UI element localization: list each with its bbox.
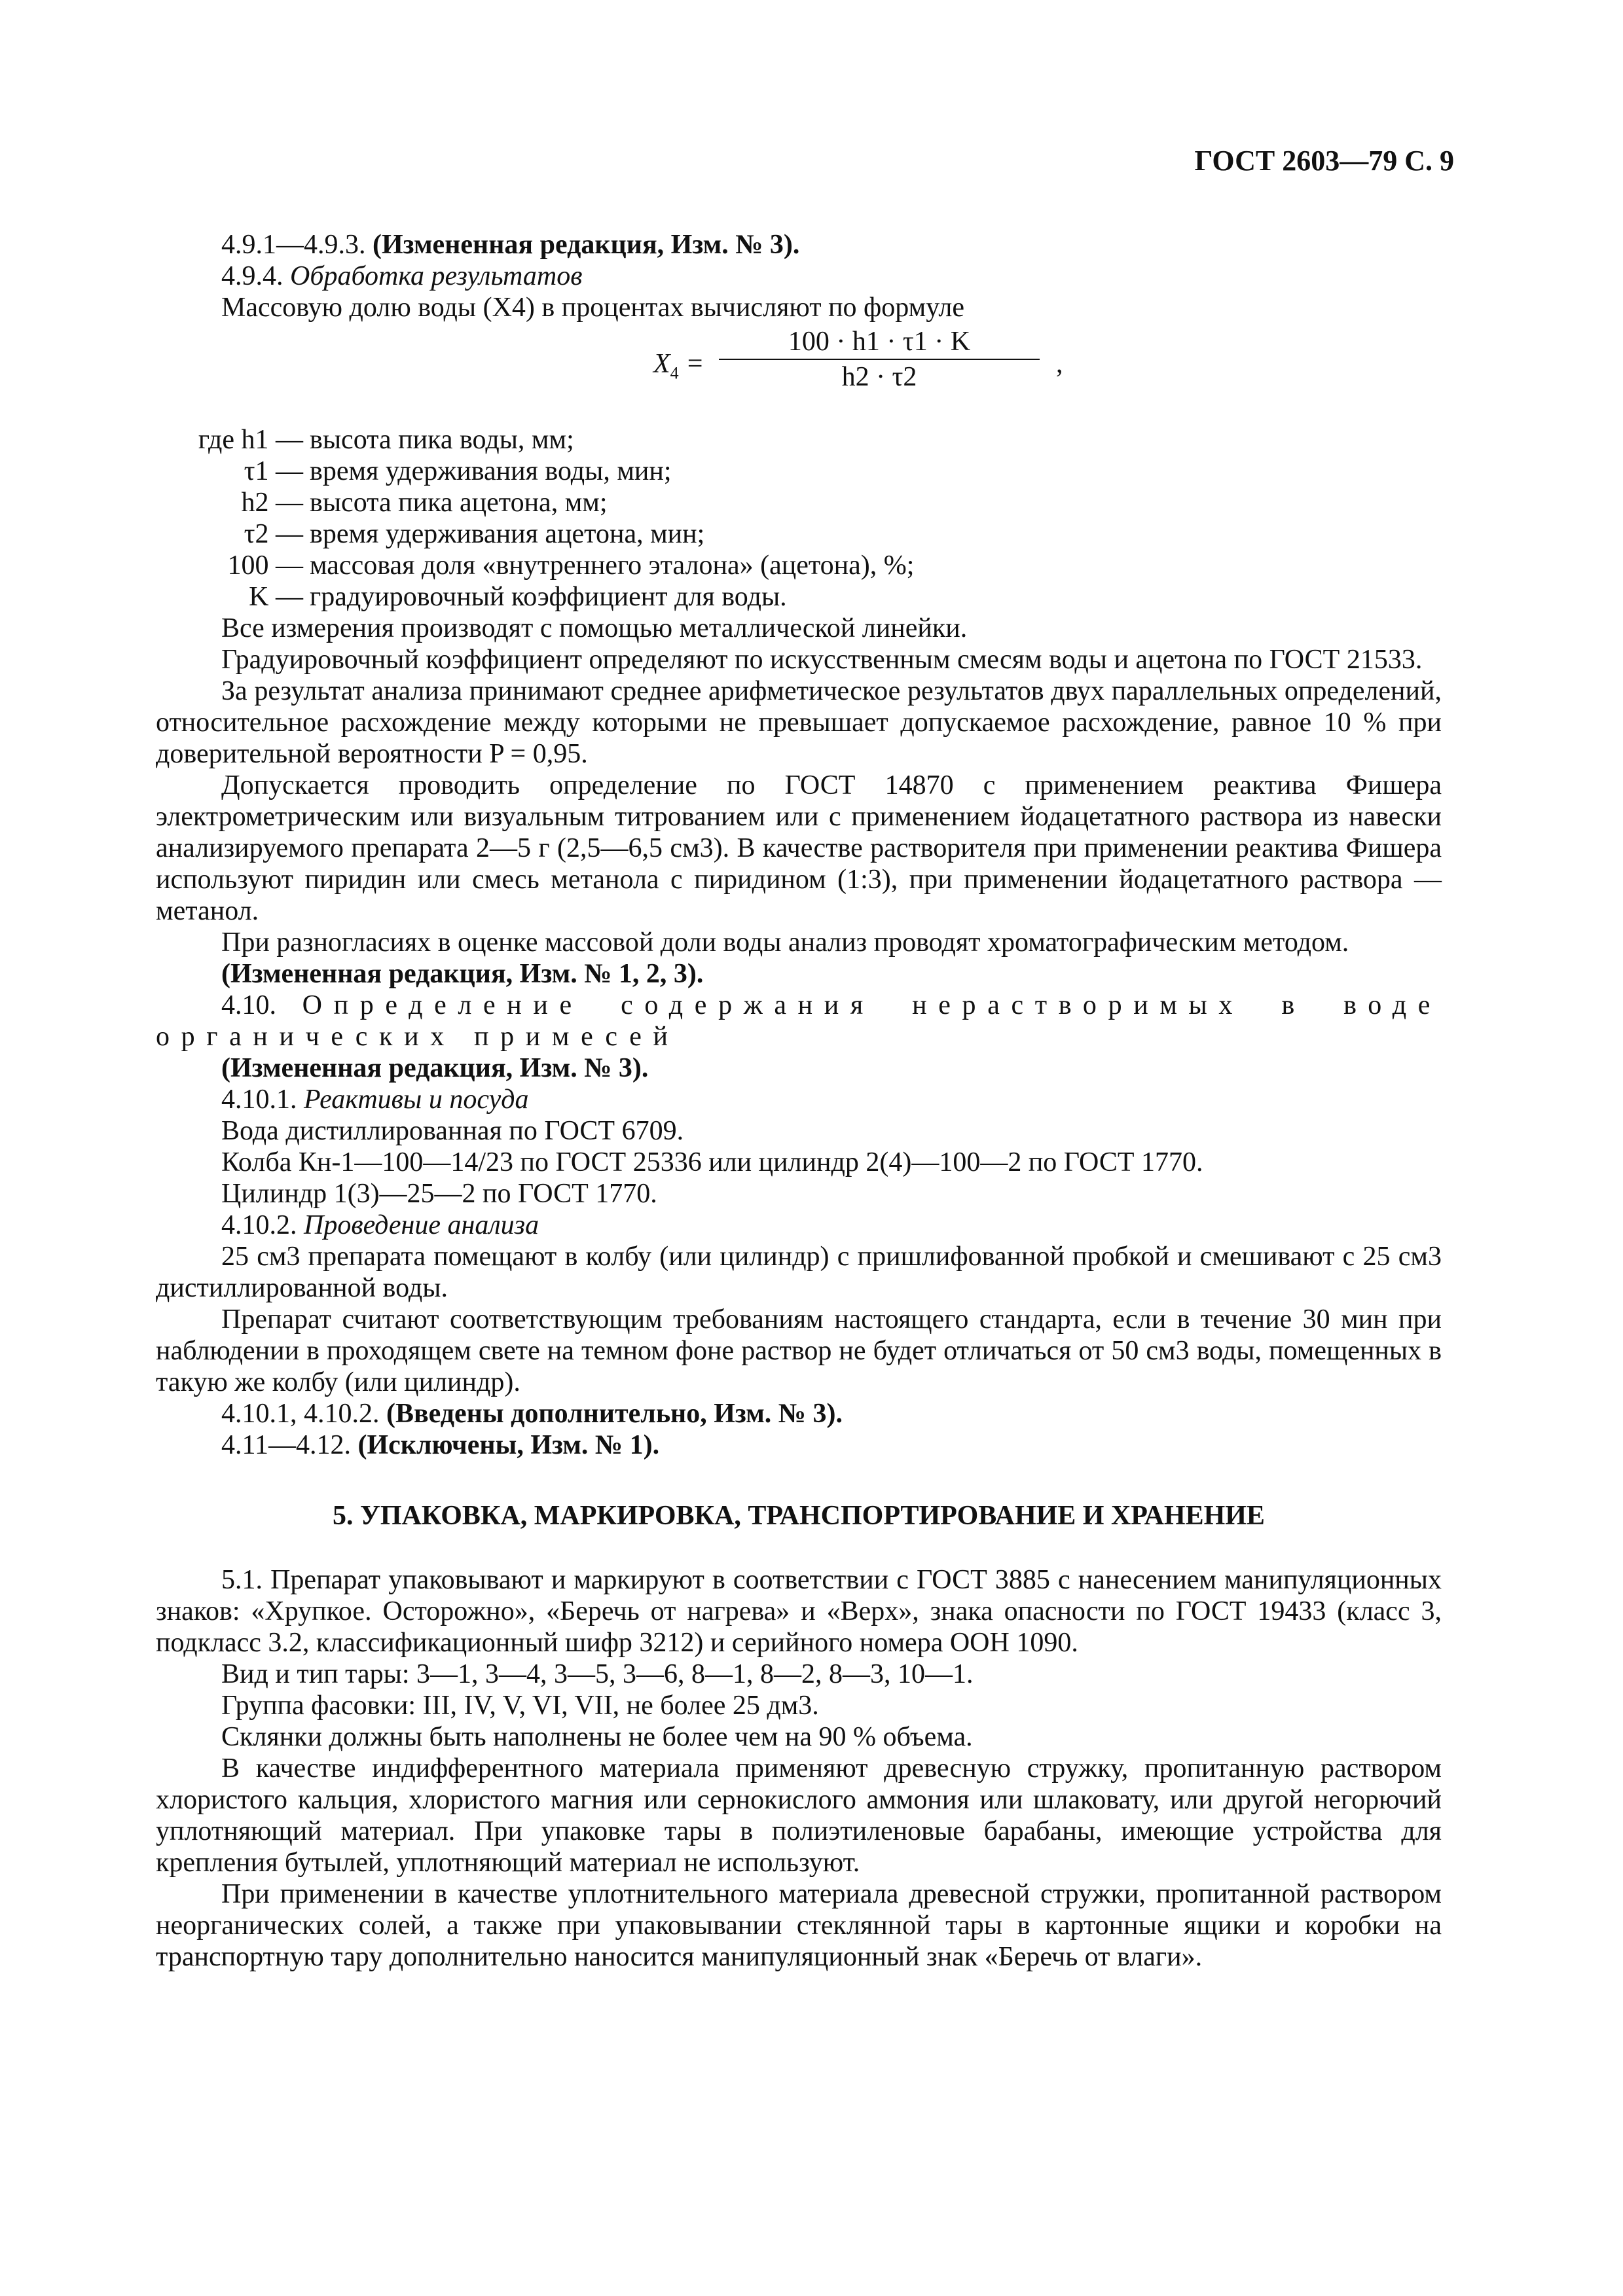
body-text <box>156 229 1442 1973</box>
subsection-heading: 4.10.2. Проведение анализа <box>221 1210 539 1240</box>
paragraph: 25 см3 препарата помещают в колбу (или цилиндр) с пришлифованной пробкой и смешивают с 25 см3 дистиллированной воды. <box>156 1242 1442 1303</box>
formula-intro: Массовую долю воды (X4) в процентах вычисляют по формуле <box>221 293 964 323</box>
legend-symbol: K — <box>249 582 303 612</box>
reagent-item: Цилиндр 1(3)—25—2 по ГОСТ 1770. <box>221 1179 657 1209</box>
paragraph: При разногласиях в оценке массовой доли воды анализ проводят хроматографическим методом. <box>221 927 1349 958</box>
legend-description: высота пика воды, мм; <box>310 425 574 455</box>
amendment-note: 4.10.1, 4.10.2. (Введены дополнительно, Изм. № 3). <box>221 1399 843 1429</box>
legend-description: градуировочный коэффициент для воды. <box>310 582 787 612</box>
legend-symbol: τ2 — <box>244 519 303 549</box>
paragraph: Препарат считают соответствующим требованиям настоящего стандарта, если в течение 30 мин при наблюдении в проходящем свете на темном фоне раствор не будет отличаться от 50 см3 воды, помещенных в такую же колбу (или цилиндр). <box>156 1304 1442 1397</box>
paragraph: За результат анализа принимают среднее арифметическое результатов двух параллельных определений, относительное расхождение между которыми не превышает допускаемое расхождение, равное 10 % при доверительной вероятности P = 0,95. <box>156 676 1442 769</box>
legend-description: время удерживания ацетона, мин; <box>310 519 705 549</box>
formula-lhs: $X_4$ = <box>653 349 704 383</box>
legend-symbol: 100 — <box>227 550 303 581</box>
legend-description: высота пика ацетона, мм; <box>310 488 608 518</box>
legend-symbol: h2 — <box>241 488 303 518</box>
formula-denominator: h2 · τ2 <box>841 362 917 392</box>
legend-description: время удерживания воды, мин; <box>310 456 672 486</box>
legend-symbol: где h1 — <box>198 425 303 455</box>
paragraph: При применении в качестве уплотнительного материала древесной стружки, пропитанной раствором неорганических солей, а также при упаковывании стеклянной тары в картонные ящики и коробки на транспортную тару дополнительно наносится манипуляционный знак «Беречь от влаги». <box>156 1879 1442 1972</box>
formula-numerator: 100 · h1 · τ1 · K <box>719 326 1040 360</box>
section-5-title: 5. УПАКОВКА, МАРКИРОВКА, ТРАНСПОРТИРОВАНИЕ И ХРАНЕНИЕ <box>333 1501 1265 1531</box>
paragraph: 5.1. Препарат упаковывают и маркируют в соответствии с ГОСТ 3885 с нанесением манипуляционных знаков: «Хрупкое. Осторожно», «Беречь от нагрева» и «Верх», знака опасности по ГОСТ 19433 (класс 3, подкласс 3.2, классификационный шифр 3212) и серийного номера ООН 1090. <box>156 1565 1442 1658</box>
reagent-item: Вода дистиллированная по ГОСТ 6709. <box>221 1116 684 1146</box>
formula-fraction <box>719 326 1040 393</box>
paragraph: Градуировочный коэффициент определяют по искусственным смесям воды и ацетона по ГОСТ 21533. <box>221 645 1423 675</box>
amendment-note: 4.9.1—4.9.3. (Измененная редакция, Изм. № 3). <box>221 230 800 260</box>
section-heading-4-10: 4.10. Определение содержания нерастворимых в воде органических примесей <box>156 990 1442 1052</box>
paragraph: Группа фасовки: III, IV, V, VI, VII, не более 25 дм3. <box>221 1691 819 1721</box>
formula: $X_4$ = $\frac{100 \cdot h1 \cdot \tau 1 \cdot K}{h2 \cdot \tau 2}$ , <box>653 327 1063 392</box>
paragraph: В качестве индифферентного материала применяют древесную стружку, пропитанную раствором хлористого кальция, хлористого магния или сернокислого аммония или шлаковату, или другой негорючий уплотняющий материал. При упаковке тары в полиэтиленовые барабаны, имеющие устройства для крепления бутылей, уплотняющий материал не используют. <box>156 1753 1442 1878</box>
legend-description: массовая доля «внутреннего эталона» (ацетона), %; <box>310 550 915 581</box>
amendment-note: 4.11—4.12. (Исключены, Изм. № 1). <box>221 1430 660 1460</box>
amendment-note: (Измененная редакция, Изм. № 1, 2, 3). <box>221 959 704 989</box>
reagent-item: Колба Кн-1—100—14/23 по ГОСТ 25336 или цилиндр 2(4)—100—2 по ГОСТ 1770. <box>221 1147 1203 1177</box>
paragraph: Склянки должны быть наполнены не более чем на 90 % объема. <box>221 1722 973 1752</box>
legend-symbol: τ1 — <box>244 456 303 486</box>
running-header: ГОСТ 2603—79 С. 9 <box>1194 145 1454 177</box>
formula-legend <box>156 424 1442 613</box>
subsection-heading: 4.9.4. Обработка результатов <box>221 261 583 291</box>
paragraph: Вид и тип тары: 3—1, 3—4, 3—5, 3—6, 8—1, 8—2, 8—3, 10—1. <box>221 1659 974 1689</box>
paragraph: Все измерения производят с помощью металлической линейки. <box>221 613 968 643</box>
amendment-note: (Измененная редакция, Изм. № 3). <box>221 1053 649 1083</box>
paragraph: Допускается проводить определение по ГОСТ 14870 с применением реактива Фишера электрометрическим или визуальным титрованием или с применением йодацетатного раствора из навески анализируемого препарата 2—5 г (2,5—6,5 см3). В качестве растворителя при применении реактива Фишера используют пиридин или смесь метанола с пиридином (1:3), при применении йодацетатного раствора — метанол. <box>156 770 1442 926</box>
subsection-heading: 4.10.1. Реактивы и посуда <box>221 1085 529 1115</box>
